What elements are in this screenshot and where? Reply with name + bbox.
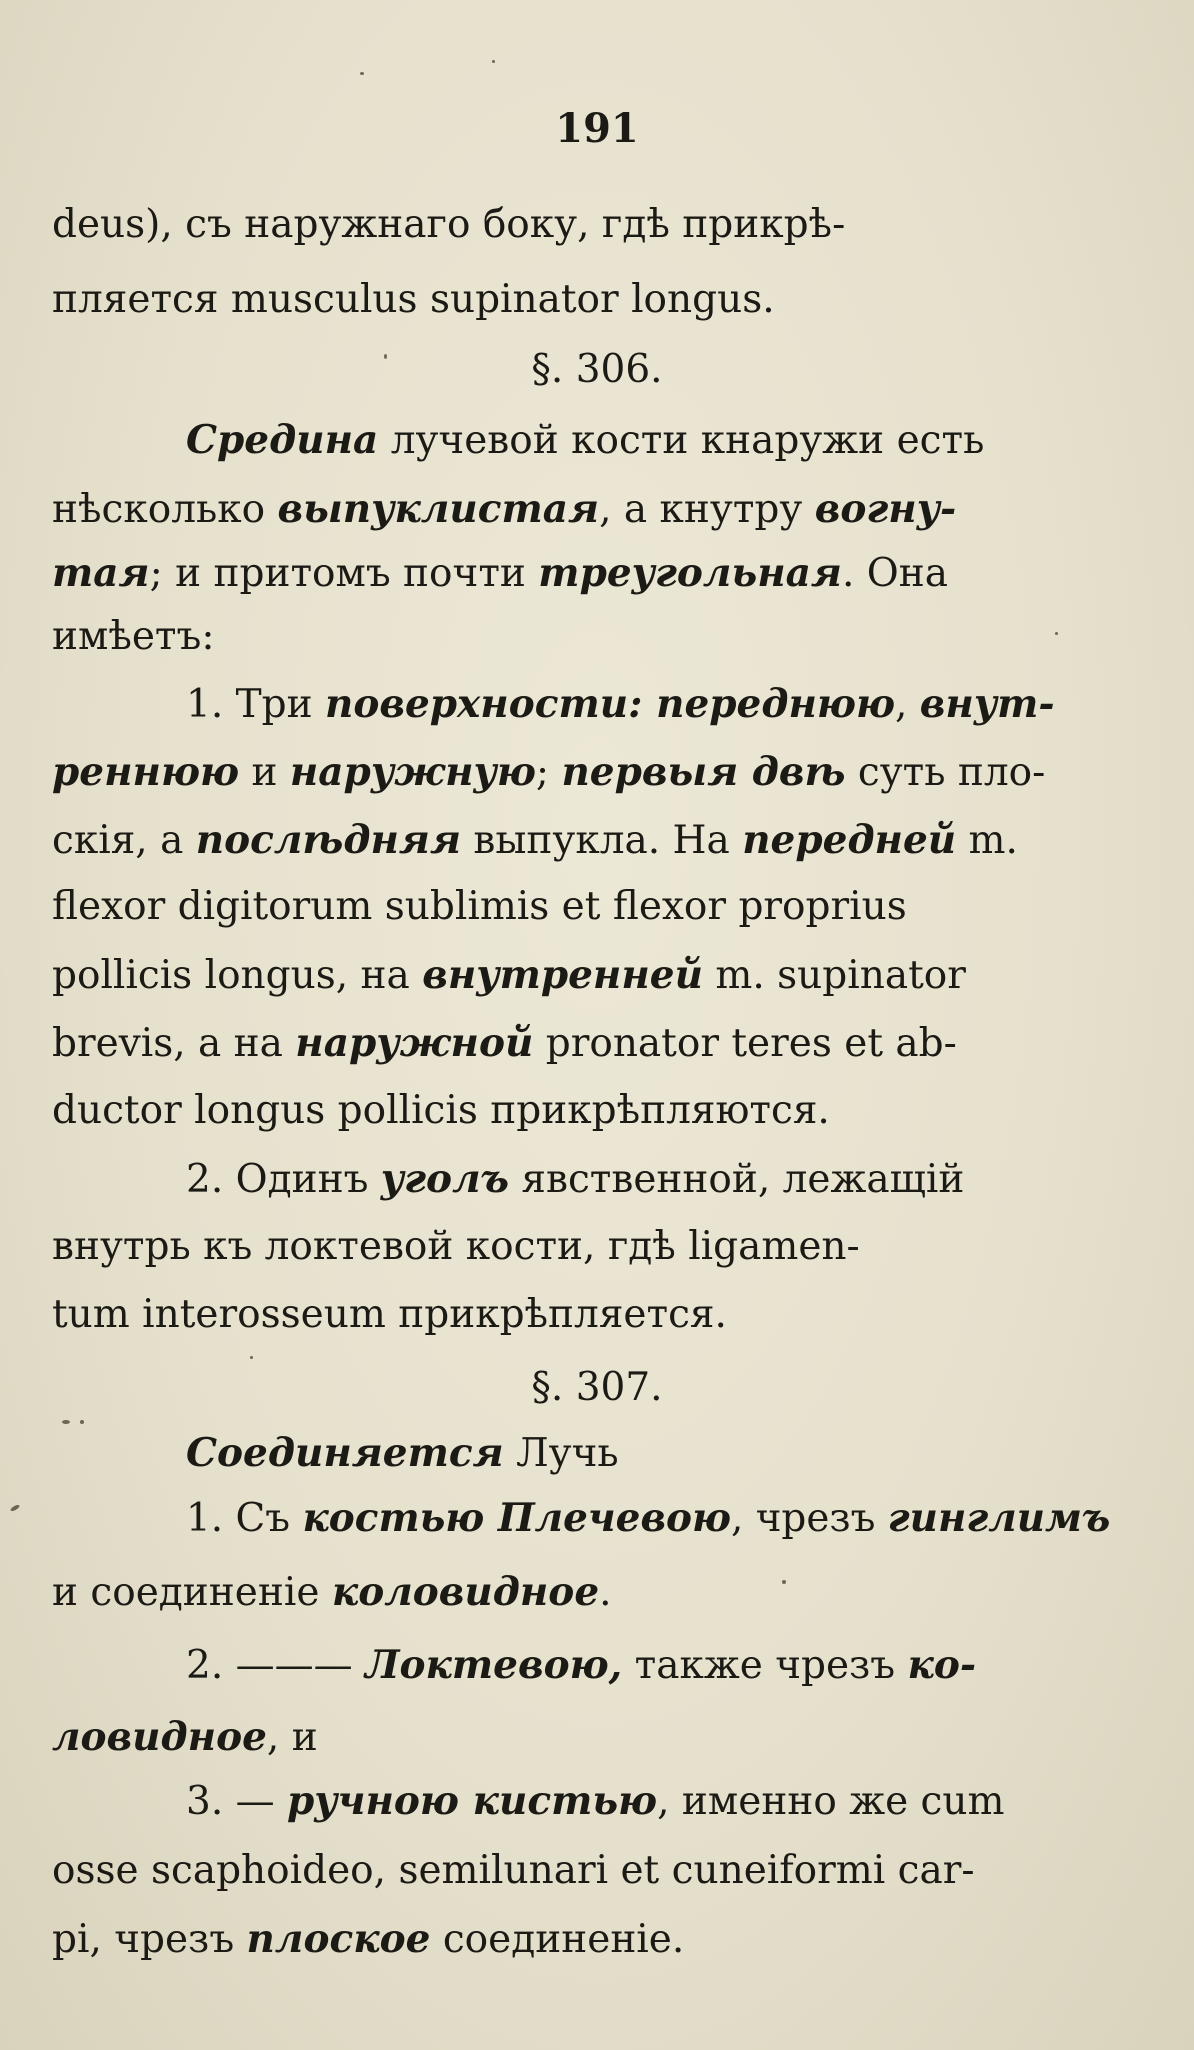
paper-speck [80,1420,84,1424]
text-run: явственной, лежащій [508,1157,965,1202]
text-run: суть пло- [845,750,1046,795]
text-run: . Она [841,551,948,596]
text-run: , и [266,1715,318,1760]
text-run: ловидное [52,1714,267,1760]
text-run: 2. Одинъ [186,1157,381,1202]
text-run: и соединеніе [52,1570,332,1615]
text-run: ручною кистью [287,1778,658,1824]
text-run: osse scaphoideo, semilunari et cuneiformi car- [52,1848,975,1893]
text-run: m. [956,818,1018,863]
text-run: Лучь [503,1431,619,1476]
text-run: внутрь къ локтевой кости, гдѣ ligamen- [52,1224,860,1269]
text-run: , [895,682,920,727]
text-run: первыя двѣ [561,749,846,795]
text-line [186,1640,976,1691]
text-line [52,484,956,535]
text-run: ductor longus pollicis прикрѣпляются. [52,1088,830,1133]
text-run: костью Плечевою [302,1495,731,1541]
text-run: передней [742,817,957,863]
section-heading: §. 306. [531,347,663,392]
text-run: пляется musculus supinator longus. [52,277,775,322]
text-run: выпукла. На [460,818,743,863]
text-run: наружной [295,1020,534,1066]
text-line [186,1428,619,1479]
text-line [52,1290,727,1340]
text-line [52,950,966,1001]
paper-speck [1055,632,1058,635]
text-run: m. supinator [702,953,966,998]
text-run: ; и притомъ почти [149,551,539,596]
text-run: Соединяется [186,1430,504,1476]
text-run: 3. — [186,1779,288,1824]
text-line [186,1154,964,1205]
text-run: уголъ [380,1156,509,1202]
text-run: нѣсколько [52,487,278,532]
text-run: Средина [186,417,379,463]
text-run: pollicis longus, на [52,953,423,998]
text-run: deus), съ наружнаго боку, гдѣ прикрѣ- [52,202,846,247]
text-run: внут- [919,681,1055,727]
text-run: поверхности: переднюю [324,681,895,727]
text-run: имѣетъ: [52,614,215,659]
text-run: brevis, а на [52,1021,296,1066]
text-run: гинглимъ [887,1495,1111,1541]
text-line [52,275,775,325]
text-line [52,1846,975,1896]
text-line [52,747,1045,798]
paper-speck [492,60,495,63]
text-run: скія, а [52,818,196,863]
text-run: наружную [289,749,536,795]
text-run: выпуклистая [277,486,600,532]
text-line [186,1776,1005,1827]
paper-speck [360,72,364,75]
text-run: соединеніе. [430,1917,685,1962]
section-heading: §. 307. [531,1365,663,1410]
text-line [52,1018,957,1069]
paper-speck [782,1580,786,1584]
text-run: тая [52,550,150,596]
text-run: 2. ——— [186,1643,366,1688]
text-line [52,815,1018,866]
text-line [52,1086,830,1136]
text-run: реннюю [52,749,240,795]
text-run: и [239,750,290,795]
text-line [186,1493,1110,1544]
text-run: Локтевою, [365,1642,623,1688]
text-run: ; [535,750,562,795]
text-run: треугольная [538,550,842,596]
text-run: лучевой кости кнаружи есть [378,418,985,463]
paper-speck [10,1504,21,1512]
text-run: ко- [907,1642,977,1688]
text-run: , а кнутру [599,487,815,532]
text-run: , именно же cum [657,1779,1005,1824]
text-line [186,415,984,466]
page-number: 191 [555,105,639,152]
text-line [52,882,907,932]
text-run: flexor digitorum sublimis et flexor proprius [52,884,907,929]
text-line [52,612,214,662]
text-run: . [599,1570,612,1615]
text-run: плоское [246,1916,431,1962]
text-run: pronator teres et ab- [533,1021,957,1066]
text-line [52,1222,860,1272]
text-run: послѣдняя [195,817,461,863]
paper-speck [62,1420,70,1424]
text-run: внутренней [422,952,703,998]
text-run: вогну- [814,486,957,532]
paper-speck [250,1356,253,1359]
text-run: коловидное [331,1569,600,1615]
text-run: 1. Съ [186,1496,303,1541]
text-run: tum interosseum прикрѣпляется. [52,1292,727,1337]
text-run: также чрезъ [622,1643,908,1688]
text-line [52,1914,684,1965]
text-line [52,1567,612,1618]
text-line [52,548,948,599]
text-run: 1. Три [186,682,325,727]
text-line [52,200,845,250]
text-line [52,1712,318,1763]
text-run: pi, чрезъ [52,1917,247,1962]
text-run: , чрезъ [730,1496,888,1541]
text-line [186,679,1055,730]
